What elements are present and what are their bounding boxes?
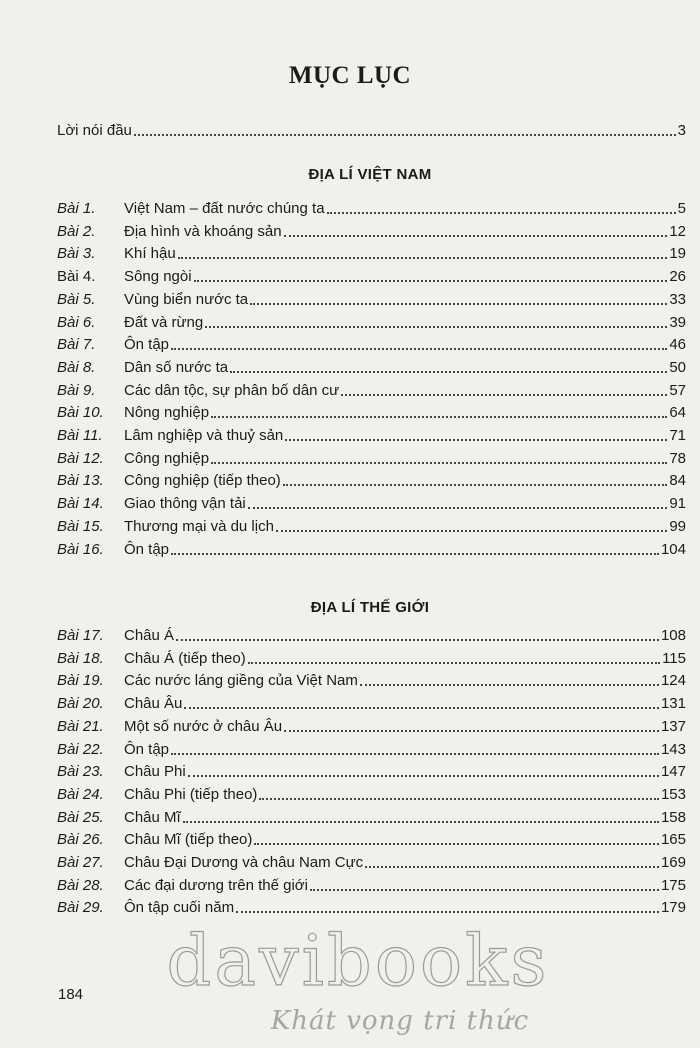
- dot-leader: [171, 552, 659, 555]
- lesson-page-number: 84: [669, 472, 686, 490]
- dot-leader: [310, 888, 659, 891]
- dot-leader: [184, 706, 659, 709]
- lesson-title: Các dân tộc, sự phân bố dân cư: [124, 381, 340, 399]
- lesson-number: Bài 2.: [57, 222, 96, 240]
- lesson-title: Thương mại và du lịch: [124, 517, 274, 535]
- lesson-title: Địa hình và khoáng sản: [124, 222, 282, 240]
- dot-leader: [250, 302, 667, 305]
- lesson-title: Nông nghiệp: [124, 404, 210, 422]
- section-heading-world: ĐỊA LÍ THẾ GIỚI: [310, 599, 430, 616]
- dot-leader: [134, 133, 676, 136]
- lesson-title: Ôn tập cuối năm: [124, 899, 235, 917]
- lesson-number: Bài 7.: [57, 336, 96, 354]
- lesson-title: Châu Á (tiếp theo): [124, 649, 246, 667]
- lesson-number: Bài 26.: [57, 831, 104, 849]
- lesson-number: Bài 14.: [57, 495, 104, 513]
- toc-entry-row[interactable]: [57, 737, 686, 759]
- lesson-number: Bài 6.: [57, 313, 96, 331]
- lesson-title: Vùng biển nước ta: [124, 290, 249, 308]
- page-title: MỤC LỤC: [288, 62, 412, 89]
- page-number: 184: [58, 986, 84, 1003]
- lesson-number: Bài 15.: [57, 517, 104, 535]
- toc-intro-label: Lời nói đầu: [57, 122, 132, 139]
- dot-leader: [188, 774, 659, 777]
- lesson-title: Châu Âu: [124, 695, 183, 713]
- dot-leader: [341, 393, 667, 396]
- dot-leader: [283, 483, 668, 486]
- toc-entry-row[interactable]: [57, 332, 686, 354]
- section-heading-vietnam: ĐỊA LÍ VIỆT NAM: [308, 166, 432, 183]
- dot-leader: [360, 683, 659, 686]
- lesson-number: Bài 29.: [57, 899, 104, 917]
- lesson-page-number: 99: [669, 517, 686, 535]
- lesson-page-number: 71: [669, 427, 686, 444]
- lesson-page-number: 39: [669, 313, 686, 331]
- watermark-slogan: Khát vọng tri thức: [270, 1006, 530, 1036]
- toc-entry-row[interactable]: [57, 782, 686, 804]
- lesson-title: Sông ngòi: [124, 268, 192, 286]
- lesson-page-number: 104: [660, 540, 686, 558]
- lesson-title: Các đại dương trên thế giới: [124, 876, 308, 894]
- toc-entry-row[interactable]: [57, 623, 686, 645]
- lesson-page-number: 179: [660, 899, 686, 917]
- lesson-page-number: 108: [660, 627, 686, 644]
- toc-entry-row[interactable]: [57, 714, 686, 736]
- lesson-page-number: 143: [660, 740, 686, 758]
- lesson-page-number: 169: [660, 854, 686, 871]
- lesson-page-number: 147: [660, 763, 686, 781]
- lesson-number: Bài 12.: [57, 449, 104, 467]
- lesson-page-number: 158: [660, 808, 686, 826]
- lesson-page-number: 57: [669, 381, 686, 399]
- toc-entry-row[interactable]: [57, 196, 686, 218]
- lesson-title: Lâm nghiệp và thuỷ sản: [124, 427, 284, 444]
- lesson-title: Giao thông vận tải: [124, 495, 246, 513]
- dot-leader: [211, 461, 667, 464]
- lesson-page-number: 64: [669, 404, 686, 422]
- lesson-number: Bài 10.: [57, 404, 104, 422]
- lesson-page-number: 26: [669, 268, 686, 286]
- toc-entry-row[interactable]: [57, 446, 686, 468]
- toc-entry-row[interactable]: [57, 241, 686, 263]
- toc-entry-row[interactable]: [57, 400, 686, 422]
- lesson-page-number: 91: [669, 495, 686, 513]
- toc-entry-row[interactable]: [57, 468, 686, 490]
- lesson-title: Ôn tập: [124, 740, 170, 758]
- lesson-title: Các nước láng giềng của Việt Nam: [124, 672, 358, 690]
- toc-entry-row[interactable]: [57, 827, 686, 849]
- dot-leader: [176, 638, 659, 641]
- lesson-page-number: 5: [677, 200, 686, 217]
- toc-entry-row[interactable]: [57, 423, 686, 445]
- lesson-page-number: 124: [660, 672, 686, 690]
- toc-intro-row[interactable]: [57, 118, 686, 140]
- lesson-number: Bài 27.: [57, 854, 104, 871]
- lesson-page-number: 165: [660, 831, 686, 849]
- toc-entry-row[interactable]: [57, 895, 686, 917]
- lesson-page-number: 50: [669, 358, 686, 376]
- lesson-number: Bài 4.: [57, 268, 96, 286]
- lesson-page-number: 12: [669, 222, 686, 240]
- lesson-number: Bài 18.: [57, 649, 104, 667]
- dot-leader: [236, 910, 659, 913]
- lesson-number: Bài 23.: [57, 763, 104, 781]
- dot-leader: [285, 438, 667, 441]
- lesson-page-number: 33: [669, 290, 686, 308]
- lesson-number: Bài 24.: [57, 785, 104, 803]
- toc-entry-row[interactable]: [57, 646, 686, 668]
- dot-leader: [259, 797, 659, 800]
- toc-entry-row[interactable]: [57, 287, 686, 309]
- toc-entry-row[interactable]: [57, 805, 686, 827]
- toc-entry-row[interactable]: [57, 310, 686, 332]
- dot-leader: [178, 256, 668, 259]
- toc-entry-row[interactable]: [57, 378, 686, 400]
- dot-leader: [248, 661, 660, 664]
- lesson-title: Công nghiệp: [124, 449, 210, 467]
- lesson-title: Đất và rừng: [124, 313, 204, 331]
- watermark-brand: davibooks: [166, 920, 550, 1002]
- lesson-number: Bài 25.: [57, 808, 104, 826]
- lesson-title: Châu Đại Dương và châu Nam Cực: [124, 854, 364, 871]
- dot-leader: [327, 211, 676, 214]
- toc-entry-row[interactable]: [57, 491, 686, 513]
- toc-intro-page: 3: [677, 122, 686, 139]
- toc-entry-row[interactable]: [57, 668, 686, 690]
- toc-entry-row[interactable]: [57, 850, 686, 872]
- lesson-number: Bài 13.: [57, 472, 104, 490]
- lesson-page-number: 175: [660, 876, 686, 894]
- dot-leader: [284, 729, 659, 732]
- toc-entry-row[interactable]: [57, 264, 686, 286]
- lesson-number: Bài 9.: [57, 381, 96, 399]
- lesson-page-number: 131: [660, 695, 686, 713]
- dot-leader: [276, 529, 667, 532]
- dot-leader: [171, 347, 667, 350]
- lesson-number: Bài 5.: [57, 290, 96, 308]
- lesson-page-number: 137: [660, 717, 686, 735]
- toc-entry-row[interactable]: [57, 691, 686, 713]
- dot-leader: [194, 279, 668, 282]
- lesson-title: Châu Á: [124, 627, 175, 644]
- toc-entry-row[interactable]: [57, 514, 686, 536]
- lesson-number: Bài 20.: [57, 695, 104, 713]
- toc-entry-row[interactable]: [57, 219, 686, 241]
- lesson-title: Công nghiệp (tiếp theo): [124, 472, 281, 490]
- lesson-page-number: 115: [662, 649, 686, 667]
- dot-leader: [365, 865, 659, 868]
- toc-entry-row[interactable]: [57, 355, 686, 377]
- toc-entry-row[interactable]: [57, 759, 686, 781]
- lesson-title: Châu Mĩ (tiếp theo): [124, 831, 253, 849]
- lesson-number: Bài 16.: [57, 540, 104, 558]
- dot-leader: [254, 842, 659, 845]
- lesson-title: Khí hậu: [124, 245, 176, 263]
- lesson-title: Châu Phi: [124, 763, 186, 781]
- lesson-title: Một số nước ở châu Âu: [124, 717, 283, 735]
- dot-leader: [211, 415, 667, 418]
- lesson-page-number: 78: [669, 449, 686, 467]
- lesson-page-number: 19: [669, 245, 686, 263]
- lesson-number: Bài 19.: [57, 672, 104, 690]
- lesson-number: Bài 28.: [57, 876, 104, 894]
- lesson-title: Việt Nam – đất nước chúng ta: [124, 200, 325, 217]
- lesson-number: Bài 21.: [57, 717, 104, 735]
- toc-entry-row[interactable]: [57, 873, 686, 895]
- dot-leader: [248, 506, 668, 509]
- lesson-number: Bài 3.: [57, 245, 96, 263]
- dot-leader: [284, 234, 668, 237]
- lesson-number: Bài 8.: [57, 358, 96, 376]
- lesson-page-number: 46: [669, 336, 686, 354]
- lesson-number: Bài 22.: [57, 740, 104, 758]
- dot-leader: [183, 820, 659, 823]
- dot-leader: [171, 752, 659, 755]
- dot-leader: [230, 370, 667, 373]
- lesson-number: Bài 1.: [57, 200, 96, 217]
- lesson-title: Ôn tập: [124, 336, 170, 354]
- lesson-number: Bài 17.: [57, 627, 104, 644]
- lesson-title: Châu Mĩ: [124, 808, 181, 826]
- lesson-title: Dân số nước ta: [124, 358, 229, 376]
- lesson-number: Bài 11.: [57, 427, 103, 444]
- lesson-title: Ôn tập: [124, 540, 170, 558]
- lesson-title: Châu Phi (tiếp theo): [124, 785, 258, 803]
- toc-entry-row[interactable]: [57, 537, 686, 559]
- dot-leader: [205, 325, 667, 328]
- lesson-page-number: 153: [660, 785, 686, 803]
